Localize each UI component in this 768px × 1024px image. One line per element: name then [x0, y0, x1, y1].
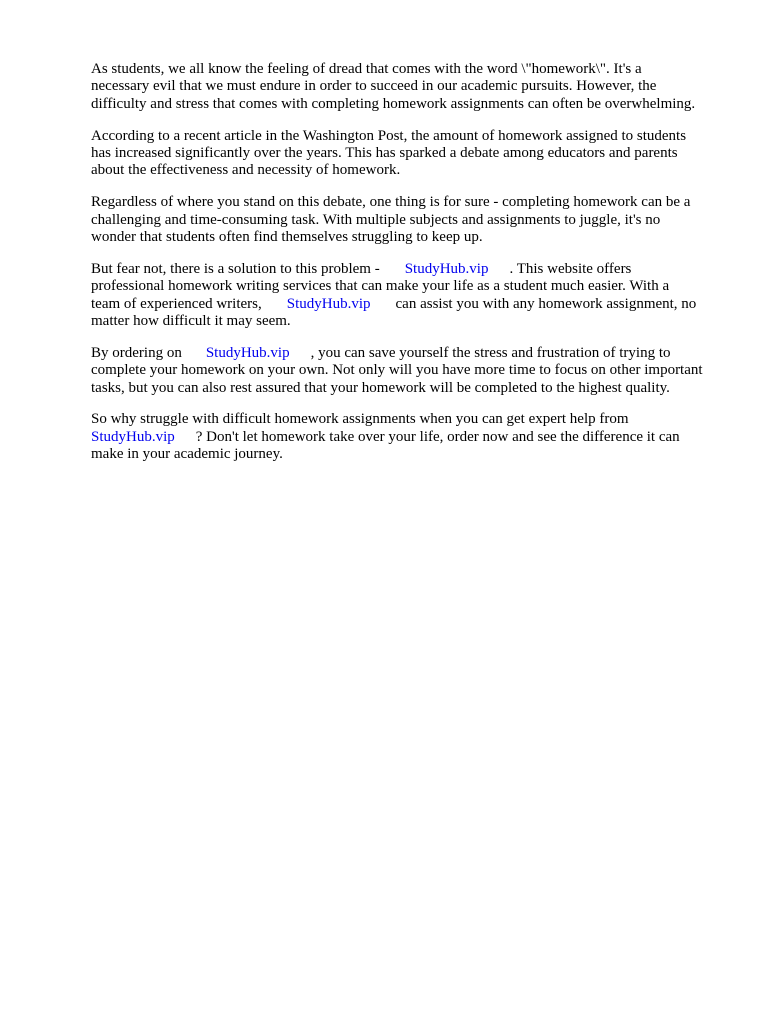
- text-segment: But fear not, there is a solution to this problem -: [91, 260, 380, 277]
- text-line: As students, we all know the feeling of dread that comes with the word \"homework\". It's a: [91, 61, 642, 77]
- text-line: [91, 345, 731, 362]
- text-segment: . This website offers: [509, 260, 632, 277]
- paragraph-washington-post: [91, 128, 731, 180]
- text-line: [91, 261, 731, 278]
- text-line: tasks, but you can also rest assured that your homework will be completed to the highest quality.: [91, 379, 670, 396]
- text-segment: ? Don't let homework take over your life, order now and see the difference it can: [195, 428, 680, 445]
- text-line: wonder that students often find themselves struggling to keep up.: [91, 229, 483, 246]
- text-line: difficulty and stress that comes with completing homework assignments can often be overwhelming.: [91, 95, 696, 112]
- paragraph-debate: [91, 194, 731, 246]
- text-segment: can assist you with any homework assignment, no: [395, 295, 697, 312]
- text-line: challenging and time-consuming task. With multiple subjects and assignments to juggle, it's no: [91, 211, 661, 228]
- text-line: make in your academic journey.: [91, 446, 283, 463]
- text-line: matter how difficult it may seem.: [91, 313, 291, 330]
- text-line: professional homework writing services that can make your life as a student much easier. With a: [91, 278, 670, 295]
- paragraph-solution: [91, 261, 731, 331]
- document-body: [91, 61, 731, 478]
- text-segment: team of experienced writers,: [91, 295, 262, 312]
- text-line: [91, 429, 731, 446]
- studyhub-link[interactable]: StudyHub.vip: [404, 260, 489, 277]
- studyhub-link[interactable]: StudyHub.vip: [91, 428, 175, 445]
- text-line: complete your homework on your own. Not only will you have more time to focus on other important: [91, 362, 703, 379]
- text-line: about the effectiveness and necessity of homework.: [91, 162, 401, 179]
- text-line: Regardless of where you stand on this debate, one thing is for sure - completing homework can be a: [91, 194, 691, 211]
- paragraph-conclusion: [91, 411, 731, 463]
- text-segment: By ordering on: [91, 344, 182, 361]
- text-line: According to a recent article in the Washington Post, the amount of homework assigned to students: [91, 127, 687, 144]
- text-line: So why struggle with difficult homework assignments when you can get expert help from: [91, 411, 629, 428]
- paragraph-ordering: [91, 345, 731, 397]
- studyhub-link[interactable]: StudyHub.vip: [205, 344, 290, 361]
- text-line: has increased significantly over the years. This has sparked a debate among educators and parents: [91, 145, 678, 162]
- text-line: necessary evil that we must endure in order to succeed in our academic pursuits. However, the: [91, 78, 657, 95]
- text-segment: , you can save yourself the stress and frustration of trying to: [310, 344, 671, 361]
- text-line: [91, 296, 731, 313]
- studyhub-link[interactable]: StudyHub.vip: [286, 295, 371, 312]
- paragraph-intro: [91, 61, 731, 113]
